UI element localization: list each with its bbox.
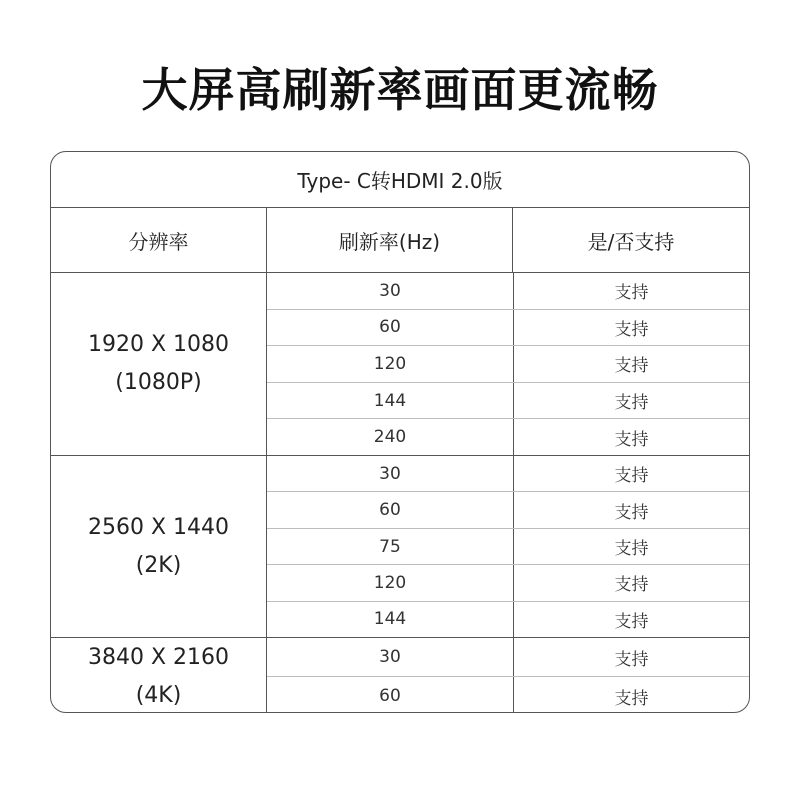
support-cell: 支持 bbox=[513, 529, 749, 564]
table-row bbox=[267, 492, 749, 528]
support-cell: 支持 bbox=[513, 677, 749, 713]
support-cell: 支持 bbox=[513, 383, 749, 419]
hz-cell: 240 bbox=[373, 427, 407, 448]
table-header-row bbox=[51, 208, 749, 273]
support-cell: 支持 bbox=[513, 419, 749, 455]
hz-cell: 144 bbox=[373, 390, 407, 411]
resolution-group-2k bbox=[51, 456, 749, 638]
table-row bbox=[267, 677, 749, 713]
resolution-value: 3840 X 2160 bbox=[87, 644, 230, 670]
support-cell: 支持 bbox=[513, 273, 749, 309]
table-row bbox=[267, 456, 749, 492]
resolution-group-1080p bbox=[51, 273, 749, 456]
rate-rows bbox=[266, 638, 749, 713]
header-refresh-rate: 刷新率(Hz) bbox=[266, 208, 512, 272]
table-row bbox=[267, 273, 749, 310]
page-headline: 大屏高刷新率画面更流畅 bbox=[141, 63, 659, 117]
table-caption: Type- C转HDMI 2.0版 bbox=[51, 152, 749, 208]
table-row bbox=[267, 419, 749, 455]
support-cell: 支持 bbox=[513, 602, 749, 637]
rate-rows bbox=[266, 456, 749, 637]
resolution-label: (1080P) bbox=[115, 370, 202, 395]
hz-cell: 30 bbox=[379, 280, 401, 301]
support-cell: 支持 bbox=[513, 456, 749, 491]
hz-cell: 60 bbox=[379, 686, 401, 706]
resolution-cell bbox=[51, 273, 266, 455]
resolution-value: 1920 X 1080 bbox=[87, 332, 230, 357]
resolution-group-4k bbox=[51, 638, 749, 713]
hz-cell: 60 bbox=[379, 500, 401, 521]
hz-cell: 30 bbox=[379, 463, 401, 484]
support-cell: 支持 bbox=[513, 346, 749, 382]
support-cell: 支持 bbox=[513, 565, 749, 600]
hz-cell: 120 bbox=[373, 353, 407, 374]
table-row bbox=[267, 383, 749, 420]
table-row bbox=[267, 310, 749, 347]
support-cell: 支持 bbox=[513, 638, 749, 676]
hz-cell: 75 bbox=[379, 536, 401, 557]
resolution-label: (2K) bbox=[135, 552, 182, 578]
table-row bbox=[267, 602, 749, 637]
table-row bbox=[267, 565, 749, 601]
spec-table bbox=[50, 151, 750, 713]
table-row bbox=[267, 529, 749, 565]
hz-cell: 30 bbox=[379, 647, 401, 667]
rate-rows bbox=[266, 273, 749, 455]
support-cell: 支持 bbox=[513, 310, 749, 346]
table-row bbox=[267, 346, 749, 383]
resolution-cell bbox=[51, 456, 266, 637]
resolution-cell bbox=[51, 638, 266, 713]
hz-cell: 60 bbox=[379, 317, 401, 338]
header-resolution: 分辨率 bbox=[128, 229, 189, 254]
table-row bbox=[267, 638, 749, 677]
hz-cell: 144 bbox=[373, 609, 407, 630]
hz-cell: 120 bbox=[373, 572, 407, 593]
header-support: 是/否支持 bbox=[512, 208, 749, 272]
resolution-label: (4K) bbox=[135, 682, 182, 708]
support-cell: 支持 bbox=[513, 492, 749, 527]
resolution-value: 2560 X 1440 bbox=[87, 514, 230, 540]
